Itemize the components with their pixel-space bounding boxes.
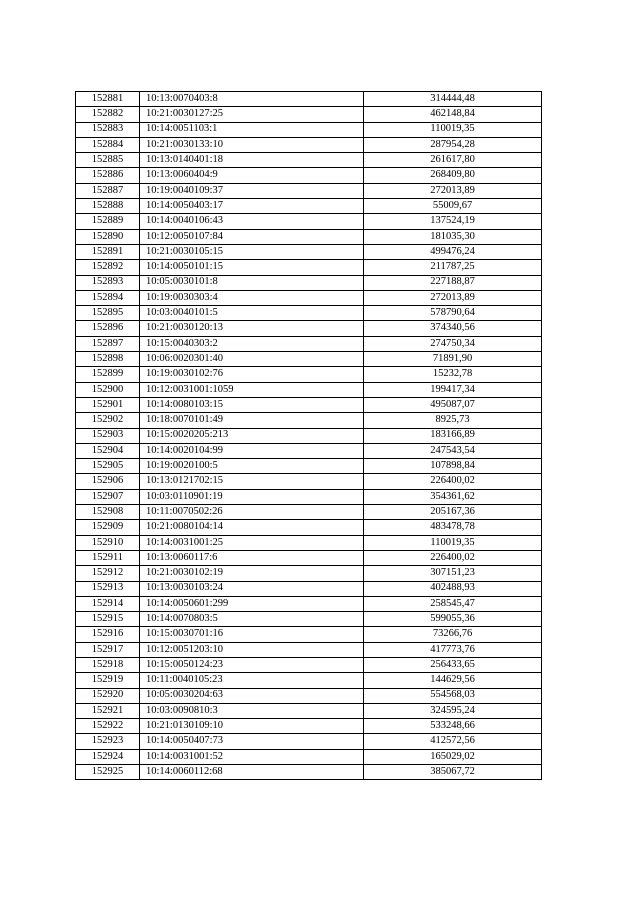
value-cell: 307151,23 xyxy=(364,566,542,581)
cadastral-number-cell: 10:13:0121702:15 xyxy=(140,474,364,489)
record-number-cell: 152910 xyxy=(76,535,140,550)
table-row xyxy=(76,535,542,550)
table-row xyxy=(76,336,542,351)
value-cell: 144629,56 xyxy=(364,673,542,688)
table-row xyxy=(76,734,542,749)
data-table xyxy=(75,91,542,780)
record-number-cell: 152887 xyxy=(76,183,140,198)
cadastral-number-cell: 10:15:0040303:2 xyxy=(140,336,364,351)
record-number-cell: 152886 xyxy=(76,168,140,183)
record-number-cell: 152914 xyxy=(76,596,140,611)
value-cell: 554568,03 xyxy=(364,688,542,703)
value-cell: 499476,24 xyxy=(364,244,542,259)
cadastral-number-cell: 10:12:0031001:1059 xyxy=(140,382,364,397)
record-number-cell: 152893 xyxy=(76,275,140,290)
cadastral-number-cell: 10:19:0040109:37 xyxy=(140,183,364,198)
record-number-cell: 152907 xyxy=(76,489,140,504)
record-number-cell: 152899 xyxy=(76,367,140,382)
value-cell: 110019,35 xyxy=(364,535,542,550)
value-cell: 247543,54 xyxy=(364,443,542,458)
value-cell: 287954,28 xyxy=(364,137,542,152)
value-cell: 385067,72 xyxy=(364,765,542,780)
value-cell: 181035,30 xyxy=(364,229,542,244)
cadastral-number-cell: 10:05:0030204:63 xyxy=(140,688,364,703)
table-body xyxy=(76,92,542,780)
table-row xyxy=(76,505,542,520)
record-number-cell: 152905 xyxy=(76,459,140,474)
record-number-cell: 152881 xyxy=(76,92,140,107)
cadastral-number-cell: 10:21:0030105:15 xyxy=(140,244,364,259)
record-number-cell: 152902 xyxy=(76,413,140,428)
record-number-cell: 152925 xyxy=(76,765,140,780)
value-cell: 8925,73 xyxy=(364,413,542,428)
table-row xyxy=(76,244,542,259)
cadastral-number-cell: 10:14:0031001:25 xyxy=(140,535,364,550)
value-cell: 268409,80 xyxy=(364,168,542,183)
table-row xyxy=(76,214,542,229)
cadastral-number-cell: 10:03:0090810:3 xyxy=(140,703,364,718)
record-number-cell: 152895 xyxy=(76,306,140,321)
cadastral-number-cell: 10:19:0020100:5 xyxy=(140,459,364,474)
record-number-cell: 152892 xyxy=(76,260,140,275)
record-number-cell: 152919 xyxy=(76,673,140,688)
cadastral-number-cell: 10:12:0051203:10 xyxy=(140,642,364,657)
record-number-cell: 152922 xyxy=(76,719,140,734)
table-row xyxy=(76,596,542,611)
value-cell: 412572,56 xyxy=(364,734,542,749)
table-row xyxy=(76,765,542,780)
value-cell: 417773,76 xyxy=(364,642,542,657)
table-row xyxy=(76,749,542,764)
value-cell: 15232,78 xyxy=(364,367,542,382)
record-number-cell: 152882 xyxy=(76,107,140,122)
value-cell: 483478,78 xyxy=(364,520,542,535)
value-cell: 71891,90 xyxy=(364,352,542,367)
record-number-cell: 152917 xyxy=(76,642,140,657)
value-cell: 226400,02 xyxy=(364,550,542,565)
cadastral-number-cell: 10:13:0060117:6 xyxy=(140,550,364,565)
cadastral-number-cell: 10:19:0030303:4 xyxy=(140,290,364,305)
record-number-cell: 152921 xyxy=(76,703,140,718)
record-number-cell: 152890 xyxy=(76,229,140,244)
cadastral-number-cell: 10:21:0130109:10 xyxy=(140,719,364,734)
cadastral-number-cell: 10:18:0070101:49 xyxy=(140,413,364,428)
record-number-cell: 152898 xyxy=(76,352,140,367)
table-row xyxy=(76,443,542,458)
table-row xyxy=(76,183,542,198)
table-row xyxy=(76,321,542,336)
cadastral-number-cell: 10:21:0030127:25 xyxy=(140,107,364,122)
table-row xyxy=(76,627,542,642)
cadastral-number-cell: 10:14:0031001:52 xyxy=(140,749,364,764)
cadastral-number-cell: 10:14:0050101:15 xyxy=(140,260,364,275)
value-cell: 374340,56 xyxy=(364,321,542,336)
cadastral-number-cell: 10:14:0070803:5 xyxy=(140,612,364,627)
value-cell: 533248,66 xyxy=(364,719,542,734)
cadastral-number-cell: 10:14:0040106:43 xyxy=(140,214,364,229)
table-row xyxy=(76,489,542,504)
cadastral-number-cell: 10:21:0030102:19 xyxy=(140,566,364,581)
table-row xyxy=(76,275,542,290)
value-cell: 402488,93 xyxy=(364,581,542,596)
record-number-cell: 152913 xyxy=(76,581,140,596)
table-row xyxy=(76,107,542,122)
cadastral-number-cell: 10:13:0140401:18 xyxy=(140,153,364,168)
table-row xyxy=(76,229,542,244)
cadastral-number-cell: 10:13:0060404:9 xyxy=(140,168,364,183)
value-cell: 73266,76 xyxy=(364,627,542,642)
value-cell: 272013,89 xyxy=(364,183,542,198)
cadastral-number-cell: 10:11:0040105:23 xyxy=(140,673,364,688)
value-cell: 110019,35 xyxy=(364,122,542,137)
record-number-cell: 152903 xyxy=(76,428,140,443)
value-cell: 272013,89 xyxy=(364,290,542,305)
cadastral-number-cell: 10:14:0020104:99 xyxy=(140,443,364,458)
record-number-cell: 152924 xyxy=(76,749,140,764)
table-row xyxy=(76,352,542,367)
record-number-cell: 152909 xyxy=(76,520,140,535)
value-cell: 55009,67 xyxy=(364,199,542,214)
table-row xyxy=(76,642,542,657)
value-cell: 107898,84 xyxy=(364,459,542,474)
table-row xyxy=(76,474,542,489)
table-row xyxy=(76,367,542,382)
value-cell: 258545,47 xyxy=(364,596,542,611)
record-number-cell: 152894 xyxy=(76,290,140,305)
cadastral-number-cell: 10:14:0060112:68 xyxy=(140,765,364,780)
table-row xyxy=(76,290,542,305)
value-cell: 354361,62 xyxy=(364,489,542,504)
record-number-cell: 152915 xyxy=(76,612,140,627)
record-number-cell: 152916 xyxy=(76,627,140,642)
value-cell: 314444,48 xyxy=(364,92,542,107)
record-number-cell: 152891 xyxy=(76,244,140,259)
record-number-cell: 152901 xyxy=(76,397,140,412)
value-cell: 462148,84 xyxy=(364,107,542,122)
table-row xyxy=(76,703,542,718)
value-cell: 324595,24 xyxy=(364,703,542,718)
cadastral-number-cell: 10:13:0070403:8 xyxy=(140,92,364,107)
table-row xyxy=(76,428,542,443)
cadastral-number-cell: 10:14:0080103:15 xyxy=(140,397,364,412)
value-cell: 199417,34 xyxy=(364,382,542,397)
cadastral-number-cell: 10:14:0050601:299 xyxy=(140,596,364,611)
value-cell: 495087,07 xyxy=(364,397,542,412)
record-number-cell: 152896 xyxy=(76,321,140,336)
cadastral-number-cell: 10:21:0030120:13 xyxy=(140,321,364,336)
table-row xyxy=(76,566,542,581)
table-row xyxy=(76,657,542,672)
table-row xyxy=(76,92,542,107)
table-row xyxy=(76,382,542,397)
table-row xyxy=(76,413,542,428)
cadastral-number-cell: 10:15:0020205:213 xyxy=(140,428,364,443)
value-cell: 227188,87 xyxy=(364,275,542,290)
table-row xyxy=(76,520,542,535)
cadastral-number-cell: 10:03:0040101:5 xyxy=(140,306,364,321)
record-number-cell: 152888 xyxy=(76,199,140,214)
value-cell: 274750,34 xyxy=(364,336,542,351)
table-row xyxy=(76,153,542,168)
value-cell: 261617,80 xyxy=(364,153,542,168)
value-cell: 137524,19 xyxy=(364,214,542,229)
record-number-cell: 152908 xyxy=(76,505,140,520)
record-number-cell: 152920 xyxy=(76,688,140,703)
cadastral-number-cell: 10:11:0070502:26 xyxy=(140,505,364,520)
record-number-cell: 152918 xyxy=(76,657,140,672)
record-number-cell: 152883 xyxy=(76,122,140,137)
cadastral-number-cell: 10:14:0050403:17 xyxy=(140,199,364,214)
cadastral-number-cell: 10:05:0030101:8 xyxy=(140,275,364,290)
record-number-cell: 152884 xyxy=(76,137,140,152)
value-cell: 256433,65 xyxy=(364,657,542,672)
value-cell: 578790,64 xyxy=(364,306,542,321)
value-cell: 226400,02 xyxy=(364,474,542,489)
cadastral-number-cell: 10:15:0030701:16 xyxy=(140,627,364,642)
value-cell: 211787,25 xyxy=(364,260,542,275)
cadastral-number-cell: 10:21:0030133:10 xyxy=(140,137,364,152)
record-number-cell: 152906 xyxy=(76,474,140,489)
record-number-cell: 152912 xyxy=(76,566,140,581)
table-row xyxy=(76,137,542,152)
table-row xyxy=(76,199,542,214)
value-cell: 205167,36 xyxy=(364,505,542,520)
table-row xyxy=(76,260,542,275)
table-row xyxy=(76,122,542,137)
cadastral-number-cell: 10:21:0080104:14 xyxy=(140,520,364,535)
record-number-cell: 152911 xyxy=(76,550,140,565)
table-row xyxy=(76,581,542,596)
record-number-cell: 152897 xyxy=(76,336,140,351)
table-row xyxy=(76,168,542,183)
table-row xyxy=(76,688,542,703)
cadastral-number-cell: 10:12:0050107:84 xyxy=(140,229,364,244)
cadastral-number-cell: 10:15:0050124:23 xyxy=(140,657,364,672)
record-number-cell: 152904 xyxy=(76,443,140,458)
record-number-cell: 152900 xyxy=(76,382,140,397)
value-cell: 183166,89 xyxy=(364,428,542,443)
cadastral-number-cell: 10:14:0051103:1 xyxy=(140,122,364,137)
cadastral-number-cell: 10:03:0110901:19 xyxy=(140,489,364,504)
table-row xyxy=(76,459,542,474)
record-number-cell: 152885 xyxy=(76,153,140,168)
table-row xyxy=(76,550,542,565)
table-row xyxy=(76,719,542,734)
table-row xyxy=(76,306,542,321)
record-number-cell: 152923 xyxy=(76,734,140,749)
table-row xyxy=(76,673,542,688)
cadastral-number-cell: 10:14:0050407:73 xyxy=(140,734,364,749)
table-row xyxy=(76,397,542,412)
value-cell: 165029,02 xyxy=(364,749,542,764)
cadastral-number-cell: 10:19:0030102:76 xyxy=(140,367,364,382)
record-number-cell: 152889 xyxy=(76,214,140,229)
cadastral-number-cell: 10:06:0020301:40 xyxy=(140,352,364,367)
table-row xyxy=(76,612,542,627)
cadastral-number-cell: 10:13:0030103:24 xyxy=(140,581,364,596)
value-cell: 599055,36 xyxy=(364,612,542,627)
